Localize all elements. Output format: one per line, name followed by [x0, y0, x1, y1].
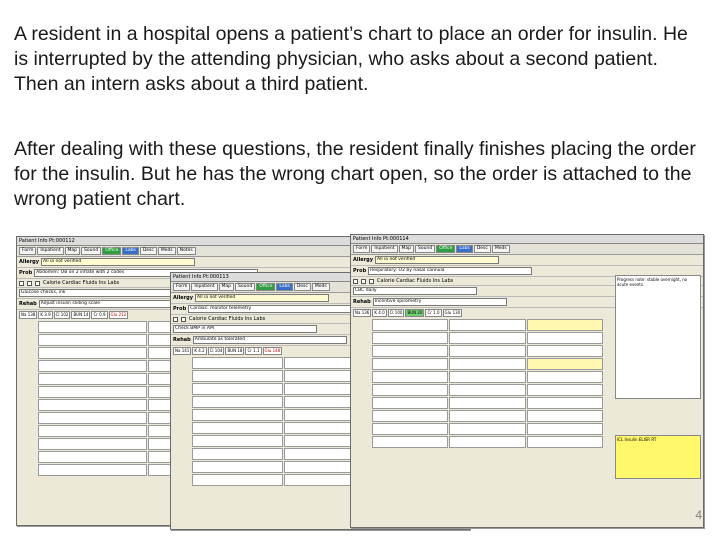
lab-value: BUN 18	[227, 348, 243, 353]
rehab-row: Rehab Incentive spirometry	[351, 297, 703, 308]
order-checkbox-row: Calorie Cardiac Fluids Ins Labs	[17, 279, 370, 288]
problem-field[interactable]: Respiratory: O2 by nasal cannula	[368, 267, 532, 275]
tab-meds[interactable]: Meds	[492, 245, 510, 253]
slide-paragraph-2: After dealing with these questions, the resident finally finishes placing the order for the insulin. But he has the wrong chart open, so the order is attached to the wrong patient chart.	[14, 138, 696, 210]
tab-desc[interactable]: Desc	[474, 245, 491, 253]
window-title-bar[interactable]: Patient Info Pt:000112	[17, 237, 370, 246]
tab-office[interactable]: Office	[436, 245, 455, 253]
slide-paragraph-1: A resident in a hospital opens a patient’s chart to place an order for insulin. He is interrupted by the attending physician, who asks about a second patient. Then an intern asks about a third patient.	[14, 23, 688, 95]
lab-value: Glu 148	[264, 348, 281, 353]
lab-value: Glu 212	[110, 312, 127, 317]
rehab-row: Rehab Ambulate as tolerated	[171, 335, 469, 346]
order-entry-panel[interactable]: ICL Insulin ELISR RT	[615, 435, 701, 479]
page-number: 4	[695, 508, 702, 522]
window-title-bar[interactable]: Patient Info Pt:000114	[351, 235, 703, 244]
lab-value: Na 138	[21, 312, 36, 317]
allergy-row: Allergy All ia not verified	[171, 293, 469, 304]
lab-value: BUN 20	[407, 310, 423, 315]
checkbox[interactable]	[173, 317, 178, 322]
ehr-window-patient-3[interactable]	[350, 234, 704, 528]
order-text-field[interactable]: Glucose checks, ink	[19, 289, 183, 297]
tab-sound[interactable]: Sound	[81, 247, 101, 255]
tab-office[interactable]: Office	[256, 283, 275, 291]
problem-row: Prob Respiratory: O2 by nasal cannula	[351, 266, 703, 277]
tab-map[interactable]: Map	[65, 247, 81, 255]
lab-value: Na 136	[355, 310, 370, 315]
lab-value: Cr 1.1	[247, 348, 260, 353]
tab-form[interactable]: Form	[19, 247, 36, 255]
tab-sound[interactable]: Sound	[415, 245, 435, 253]
rehab-row: Rehab Adjust insulin sliding scale	[17, 299, 370, 310]
lab-value: BUN 14	[73, 312, 89, 317]
tab-inpatient[interactable]: Inpatient	[37, 247, 63, 255]
rehab-field[interactable]: Ambulate as tolerated	[193, 336, 347, 344]
lab-value: Cl 100	[389, 310, 403, 315]
order-text-field[interactable]: Check BMP in AM	[173, 325, 317, 333]
tab-inpatient[interactable]: Inpatient	[191, 283, 217, 291]
exam-grid	[351, 318, 605, 449]
checkbox[interactable]	[181, 317, 186, 322]
checkbox[interactable]	[27, 281, 32, 286]
allergy-field[interactable]: All ia not verified	[195, 294, 329, 302]
allergy-field[interactable]: All ia not verified	[41, 258, 195, 266]
tab-meds[interactable]: Meds	[158, 247, 176, 255]
tab-inpatient[interactable]: Inpatient	[371, 245, 397, 253]
problem-field[interactable]: Cardiac: monitor telemetry	[188, 305, 382, 313]
problem-row: Prob Abdomen: OB on 2 inflate with 2 codes	[17, 268, 370, 279]
tab-meds[interactable]: Meds	[312, 283, 330, 291]
checkbox[interactable]	[19, 281, 24, 286]
allergy-row: Allergy All ia not verified	[351, 255, 703, 266]
tab-office[interactable]: Office	[102, 247, 121, 255]
progress-note-panel[interactable]: Progress note: stable overnight, no acute events.	[615, 275, 701, 399]
tab-sound[interactable]: Sound	[235, 283, 255, 291]
tab-map[interactable]: Map	[219, 283, 235, 291]
checkbox[interactable]	[353, 279, 358, 284]
tab-labs[interactable]: Labs	[456, 245, 472, 253]
tab-desc[interactable]: Desc	[140, 247, 157, 255]
tab-labs[interactable]: Labs	[276, 283, 292, 291]
tab-notes[interactable]: Notes	[177, 247, 196, 255]
lab-value: Cl 104	[209, 348, 223, 353]
tab-form[interactable]: Form	[173, 283, 190, 291]
rehab-field[interactable]: Adjust insulin sliding scale	[39, 300, 213, 308]
chart-tabs	[17, 246, 370, 257]
lab-value: Glu 130	[444, 310, 461, 315]
tab-map[interactable]: Map	[399, 245, 415, 253]
lab-value: Cr 1.0	[427, 310, 440, 315]
lab-value: Na 141	[175, 348, 190, 353]
lab-value: K 4.0	[374, 310, 385, 315]
window-title-bar[interactable]: Patient Info Pt:000113	[171, 273, 469, 282]
lab-value: Cr 0.9	[93, 312, 106, 317]
problem-field[interactable]: Abdomen: OB on 2 inflate with 2 codes	[34, 269, 258, 277]
tab-labs[interactable]: Labs	[122, 247, 138, 255]
order-checkbox-row: Calorie Cardiac Fluids Ins Labs	[171, 315, 469, 324]
lab-value: K 4.2	[194, 348, 205, 353]
order-checkbox-row: Calorie Cardiac Fluids Ins Labs	[351, 277, 703, 286]
tab-form[interactable]: Form	[353, 245, 370, 253]
tab-desc[interactable]: Desc	[294, 283, 311, 291]
checkbox[interactable]	[369, 279, 374, 284]
checkbox[interactable]	[361, 279, 366, 284]
rehab-field[interactable]: Incentive spirometry	[373, 298, 507, 306]
lab-value: Cl 102	[55, 312, 69, 317]
allergy-field[interactable]: All ia not verified	[375, 256, 499, 264]
chart-tabs	[351, 244, 703, 255]
checkbox[interactable]	[35, 281, 40, 286]
allergy-row: Allergy All ia not verified	[17, 257, 370, 268]
lab-value: K 3.9	[40, 312, 51, 317]
order-text-field[interactable]: CBC daily	[353, 287, 477, 295]
problem-row: Prob Cardiac: monitor telemetry	[171, 304, 469, 315]
